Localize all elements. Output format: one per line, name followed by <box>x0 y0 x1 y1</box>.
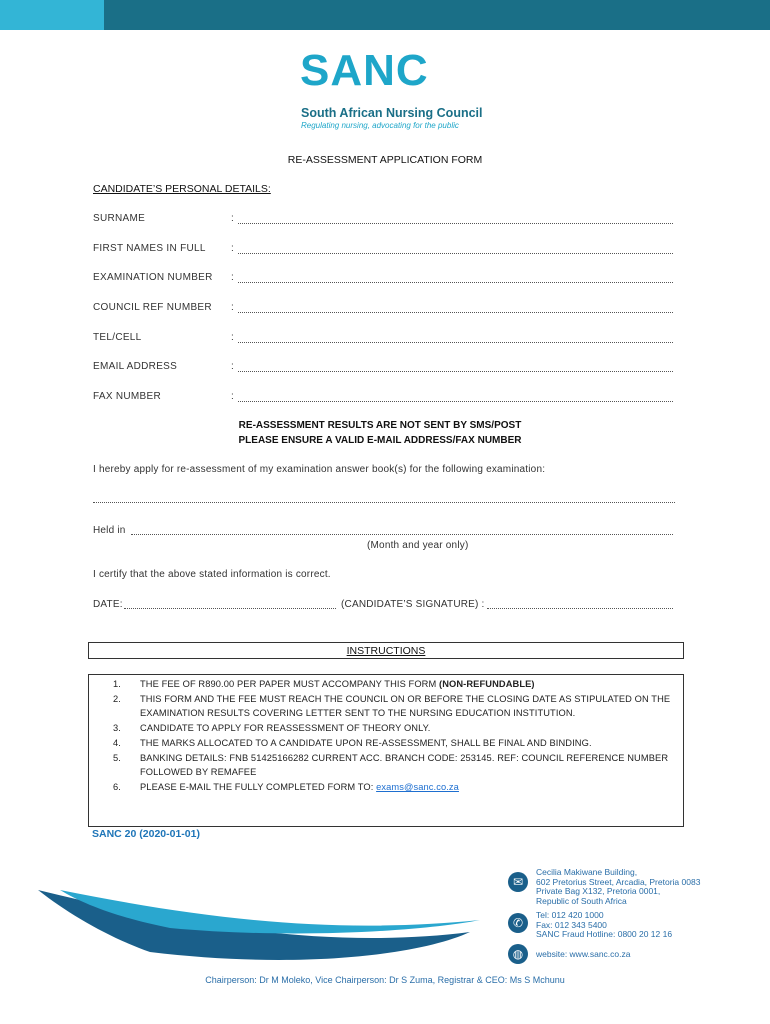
field-colon: : <box>231 302 235 313</box>
instruction-text: PLEASE E-MAIL THE FULLY COMPLETED FORM TO: <box>140 781 377 792</box>
instruction-item <box>113 692 673 721</box>
footer-officials: Chairperson: Dr M Moleko, Vice Chairperson: Dr S Zuma, Registrar & CEO: Ms S Mchunu <box>205 975 565 985</box>
top-banner-accent <box>0 0 104 30</box>
instruction-emphasis: (NON-REFUNDABLE) <box>439 679 535 689</box>
top-banner <box>0 0 770 30</box>
field-dotted-line[interactable] <box>238 312 673 313</box>
phone-block <box>536 911 672 940</box>
field-dotted-line[interactable] <box>238 253 673 254</box>
instruction-number: 2. <box>113 693 121 704</box>
globe-icon: ◍ <box>508 944 528 964</box>
org-name: South African Nursing Council <box>301 106 483 120</box>
sanc-logo: SANC <box>300 46 429 95</box>
instruction-number: 1. <box>113 679 121 689</box>
instruction-item <box>113 677 673 692</box>
form-code: SANC 20 (2020-01-01) <box>92 828 200 840</box>
warning-line-2: PLEASE ENSURE A VALID E-MAIL ADDRESS/FAX NUMBER <box>238 435 522 446</box>
field-colon: : <box>231 361 235 372</box>
phone-line: Fax: 012 343 5400 <box>536 919 607 930</box>
address-block <box>536 868 700 906</box>
field-colon: : <box>231 332 235 343</box>
phone-icon: ✆ <box>508 913 528 933</box>
certify-statement: I certify that the above stated information is correct. <box>93 569 331 580</box>
field-dotted-line[interactable] <box>238 342 673 343</box>
council-ref-field[interactable] <box>93 302 673 316</box>
field-dotted-line[interactable] <box>238 282 673 283</box>
field-label: TEL/CELL <box>93 332 142 343</box>
first-names-field[interactable] <box>93 243 673 257</box>
date-label: DATE: <box>93 599 123 610</box>
exams-email-link[interactable]: exams@sanc.co.za <box>376 781 459 792</box>
org-tagline: Regulating nursing, advocating for the public <box>301 121 459 130</box>
signature-entry-line[interactable] <box>487 608 673 609</box>
field-label: COUNCIL REF NUMBER <box>93 302 212 313</box>
held-in-entry-line[interactable] <box>131 534 673 535</box>
form-title: RE-ASSESSMENT APPLICATION FORM <box>287 154 483 166</box>
field-label: FIRST NAMES IN FULL <box>93 243 206 254</box>
warning-line-1: RE-ASSESSMENT RESULTS ARE NOT SENT BY SMS/POST <box>238 420 522 431</box>
field-label: FAX NUMBER <box>93 391 162 402</box>
fax-number-field[interactable] <box>93 391 673 405</box>
address-line: Private Bag X132, Pretoria 0001, <box>536 886 661 896</box>
instruction-number: 5. <box>113 752 121 763</box>
field-colon: : <box>231 213 235 224</box>
address-line: 602 Pretorius Street, Arcadia, Pretoria 0083 <box>536 876 701 887</box>
instruction-number: 3. <box>113 723 121 734</box>
personal-details-heading: CANDIDATE’S PERSONAL DETAILS: <box>93 183 271 195</box>
address-line: Cecilia Makiwane Building, <box>536 867 638 877</box>
field-colon: : <box>231 272 235 283</box>
instruction-number: 6. <box>113 781 121 792</box>
held-in-label: Held in <box>93 525 126 536</box>
signature-label: (CANDIDATE’S SIGNATURE) : <box>341 599 485 610</box>
instruction-text: THE MARKS ALLOCATED TO A CANDIDATE UPON RE-ASSESSMENT, SHALL BE FINAL AND BINDING. <box>140 737 592 748</box>
date-entry-line[interactable] <box>124 608 336 609</box>
email-address-field[interactable] <box>93 361 673 375</box>
surname-field[interactable] <box>93 213 673 227</box>
month-year-hint: (Month and year only) <box>367 540 469 551</box>
instruction-text: THIS FORM AND THE FEE MUST REACH THE COUNCIL ON OR BEFORE THE CLOSING DATE AS STIPULATED ON THE EXAMINATION RESULTS COVERING LETTER SENT TO THE NURSING EDUCATION INSTITUTION. <box>140 693 671 719</box>
field-colon: : <box>231 391 235 402</box>
examination-number-field[interactable] <box>93 272 673 286</box>
instruction-item <box>113 751 673 780</box>
field-dotted-line[interactable] <box>238 371 673 372</box>
tel-cell-field[interactable] <box>93 332 673 346</box>
instruction-item <box>113 780 673 795</box>
instructions-heading: INSTRUCTIONS <box>346 645 426 657</box>
website-text[interactable]: website: www.sanc.co.za <box>536 949 631 959</box>
phone-line: Tel: 012 420 1000 <box>536 910 604 920</box>
field-colon: : <box>231 243 235 254</box>
instruction-text: CANDIDATE TO APPLY FOR REASSESSMENT OF THEORY ONLY. <box>140 723 431 734</box>
field-label: EMAIL ADDRESS <box>93 361 178 372</box>
instruction-text: BANKING DETAILS: FNB 51425166282 CURRENT ACC. BRANCH CODE: 253145. REF: COUNCIL REFERENCE NUMBER FOLLOWED BY REMAFEE <box>140 752 669 778</box>
apply-statement: I hereby apply for re-assessment of my examination answer book(s) for the following examination: <box>93 464 546 475</box>
examination-entry-line[interactable] <box>93 502 675 503</box>
instructions-heading-box <box>88 642 684 659</box>
instruction-item <box>113 736 673 751</box>
field-dotted-line[interactable] <box>238 401 673 402</box>
field-dotted-line[interactable] <box>238 223 673 224</box>
field-label: EXAMINATION NUMBER <box>93 272 213 283</box>
instruction-text: THE FEE OF R890.00 PER PAPER MUST ACCOMPANY THIS FORM <box>140 679 440 689</box>
instruction-number: 4. <box>113 737 121 748</box>
field-label: SURNAME <box>93 213 146 224</box>
phone-line: SANC Fraud Hotline: 0800 20 12 16 <box>536 929 673 939</box>
instruction-item <box>113 721 673 736</box>
address-line: Republic of South Africa <box>536 895 627 906</box>
mail-icon: ✉ <box>508 872 528 892</box>
instructions-list <box>113 677 673 795</box>
